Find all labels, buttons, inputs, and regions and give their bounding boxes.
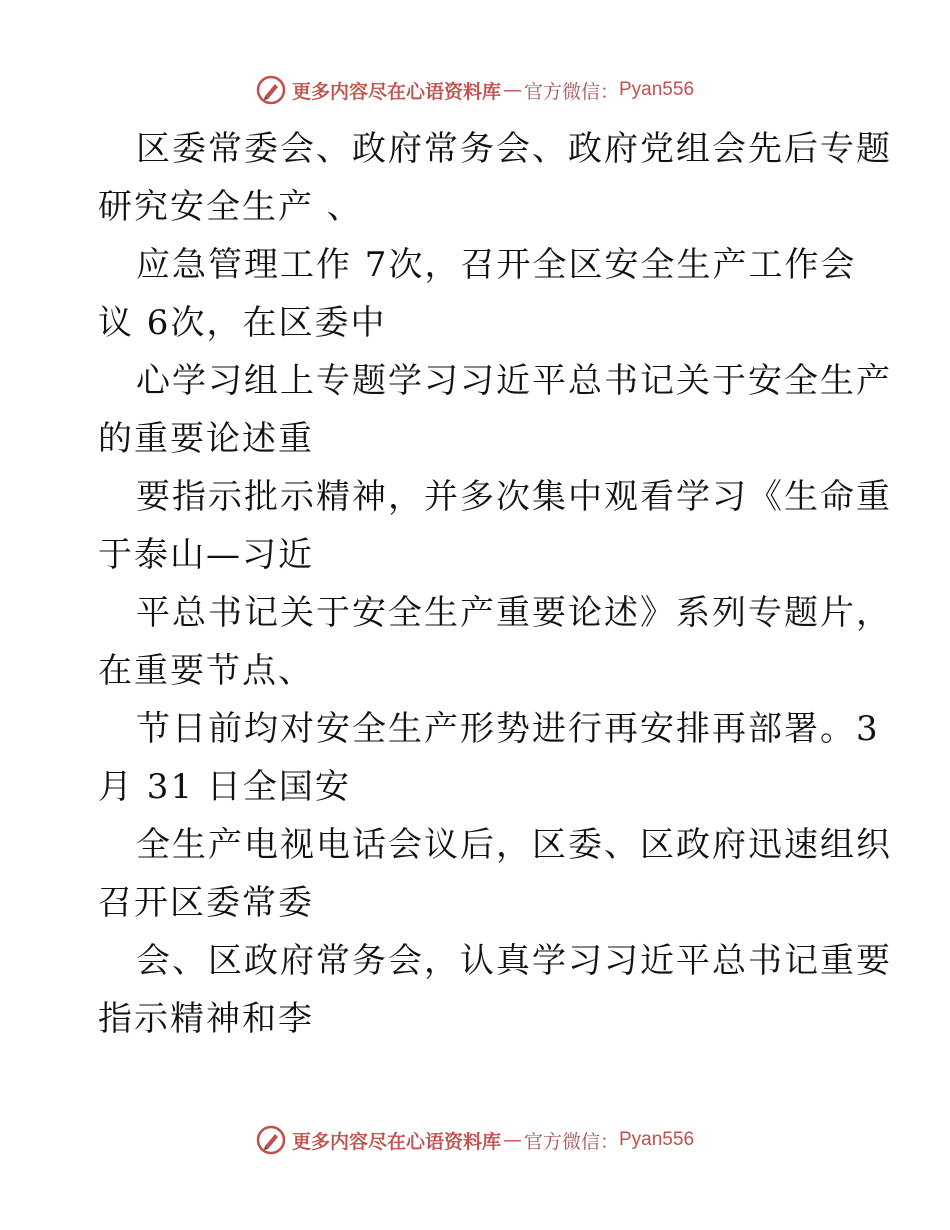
watermark-main-text: 更多内容尽在心语资料库	[291, 1130, 501, 1153]
text-line: 召开区委常委	[98, 883, 314, 923]
text-line: 节日前均对安全生产形势进行再安排再部署。3	[136, 709, 880, 749]
text-line: 的重要论述重	[98, 419, 314, 459]
text-line: 研究安全生产 、	[98, 187, 363, 227]
text-line: 区委常委会、政府常务会、政府党组会先后专题	[136, 129, 892, 169]
text-line: 在重要节点、	[98, 651, 314, 691]
watermark-sub-text: 官方微信：	[523, 80, 619, 103]
text-line: 会、区政府常务会，认真学习习近平总书记重要	[136, 941, 892, 981]
watermark-separator: —	[502, 1129, 522, 1151]
document-body	[98, 120, 892, 1048]
watermark-wechat-id: Pyan556	[619, 1129, 695, 1150]
text-line: 议 6次，在区委中	[98, 303, 387, 343]
text-line: 应急管理工作 7次，召开全区安全生产工作会	[136, 245, 857, 285]
text-line: 于泰山—习近	[98, 535, 314, 575]
footer-watermark	[0, 1120, 950, 1160]
pen-logo-icon	[256, 75, 286, 105]
text-line: 心学习组上专题学习习近平总书记关于安全生产	[136, 361, 892, 401]
text-line: 要指示批示精神，并多次集中观看学习《生命重	[136, 477, 892, 517]
text-line: 指示精神和李	[98, 999, 314, 1039]
watermark-sub-text: 官方微信：	[523, 1130, 619, 1153]
header-watermark	[0, 70, 950, 110]
watermark-wechat-id: Pyan556	[619, 79, 695, 100]
pen-logo-icon	[256, 1125, 286, 1155]
text-line: 全生产电视电话会议后，区委、区政府迅速组织	[136, 825, 892, 865]
text-line: 平总书记关于安全生产重要论述》系列专题片，	[136, 593, 892, 633]
watermark-separator: —	[502, 79, 522, 101]
text-line: 月 31 日全国安	[98, 767, 351, 807]
watermark-main-text: 更多内容尽在心语资料库	[291, 80, 501, 103]
